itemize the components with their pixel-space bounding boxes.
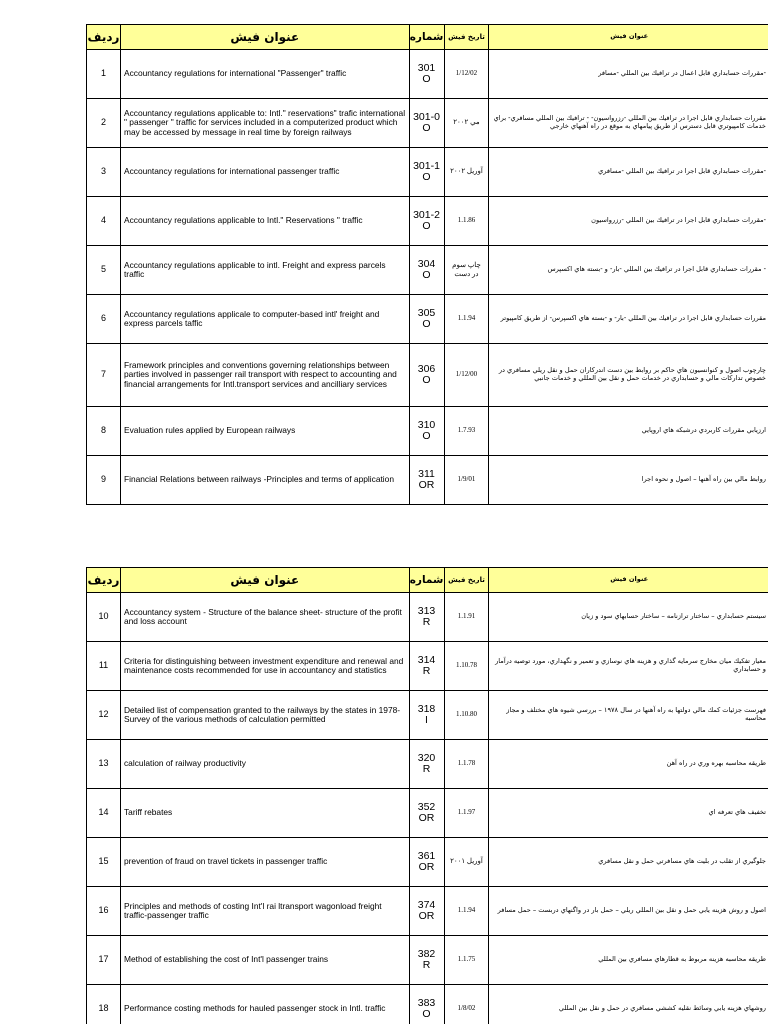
title-en-cell [120,295,409,344]
fish-number-cell-text: 311 OR [418,468,435,491]
row-number [87,246,121,295]
title-en-cell-text: Detailed list of compensation granted to the railways by the states in 1978- Survey of the various methods of calculation permitted [123,704,401,724]
fish-date-cell [444,407,489,456]
sheet-page-1 [80,0,768,512]
title-en-cell [120,642,409,691]
fish-date-cell-text: 1/12/00 [455,370,478,379]
row-number [87,148,121,197]
row-number-text: 16 [98,905,109,916]
header-date: تاریخ فیش [444,25,489,50]
title-en-cell-text: Framework principles and conventions governing relationships between parties involved in passenger rail transport with respect to accounting and financial arrangements for Intl.transport services and ancilliary services [123,359,397,389]
fish-number-cell [409,887,444,936]
fish-date-cell-text: آوريل ٢٠٠١ [450,857,483,866]
title-fa-cell [489,985,768,1024]
fish-number-cell-text: 314 R [417,654,436,677]
fish-date-cell-text: 1.1.97 [457,808,476,817]
fish-date-cell [444,197,489,246]
fish-number-cell-text: 305 O [417,307,436,330]
title-fa-cell-text: اصول و روش هزينه يابي حمل و نقل بين المللي ريلي – حمل بار در واگنهاي دربست – حمل مسافر [497,906,766,915]
table-header-row [87,25,768,50]
row-number [87,50,121,99]
fish-number-cell-text: 383 O [417,997,436,1020]
title-fa-cell [489,936,768,985]
sheet-page-2 [80,540,768,1024]
header-radif: ردیف [87,568,121,593]
title-en-cell-text: Method of establishing the cost of Int'l passenger trains [123,954,329,965]
title-en-cell [120,50,409,99]
title-fa-cell-text: فهرست جزئيات كمك مالي دولتها به راه آهنها در سال ١٩٧٨ – بررسي شيوه هاي مختلف و مجاز محاسبه [506,706,766,722]
title-fa-cell [489,838,768,887]
fish-date-cell [444,50,489,99]
fish-number-cell [409,295,444,344]
fish-number-cell [409,148,444,197]
fish-number-cell [409,197,444,246]
fish-date-cell-text: 1.1.94 [457,906,476,915]
title-fa-cell [489,197,768,246]
row-number [87,985,121,1024]
fish-number-cell-text: 301-2 O [413,209,440,232]
row-number-text: 1 [100,68,106,79]
title-fa-cell-text: تخفيف هاي تعرفه اي [708,808,766,817]
fish-number-cell-text: 301-0 O [413,111,440,134]
row-number [87,295,121,344]
row-number [87,407,121,456]
fish-date-cell [444,344,489,407]
fish-number-cell [409,691,444,740]
title-fa-cell [489,246,768,295]
row-number [87,887,121,936]
fish-date-cell-text: 1.1.91 [457,612,476,621]
table-row [87,456,768,505]
title-en-cell-text: Financial Relations between railways -Principles and terms of application [123,474,394,485]
fish-number-cell [409,789,444,838]
title-fa-cell [489,593,768,642]
fish-date-cell [444,593,489,642]
fish-number-cell [409,838,444,887]
title-en-cell-text: prevention of fraud on travel tickets in passenger traffic [123,856,328,867]
title-fa-cell-text: طريقه محاسبه بهره وري در راه آهن [666,759,766,768]
fish-date-cell [444,246,489,295]
fish-date-cell-text: مي ٢٠٠٢ [453,118,480,127]
row-number [87,691,121,740]
title-fa-cell [489,407,768,456]
row-number-text: 18 [98,1003,109,1014]
fish-date-cell-text: 1.1.78 [457,759,476,768]
row-number [87,197,121,246]
title-fa-cell-text: ارزيابي مقررات كاربردي درشبكه هاي اروپايي [641,426,766,435]
fish-table-2 [86,567,768,1024]
title-fa-cell-text: سيستم حسابداري – ساختار ترازنامه – ساختار حسابهاي سود و زيان [581,612,766,621]
row-number-text: 14 [98,807,109,818]
title-fa-cell [489,642,768,691]
table-row [87,642,768,691]
fish-number-cell [409,985,444,1024]
title-fa-cell-text: مقررات حسابداري قابل اجرا در ترافيك بين المللي -رزرواسيون- - ترافيك بين المللي مسافري- براي خدمات كامپيوتري قابل دسترس از طريق پيامهاي به موقع در راه آهنهاي خارجي [493,114,766,130]
title-en-cell [120,148,409,197]
row-number-text: 7 [100,369,106,380]
title-en-cell [120,407,409,456]
row-number-text: 4 [100,215,106,226]
title-en-cell-text: Accountancy regulations applicable to: Intl." reservations" trafic international " passenger " traffic for services included in a computerized product which may be accessed by message in real time by foreign railways [123,107,406,137]
fish-number-cell-text: 382 R [417,948,436,971]
table-row [87,985,768,1024]
table-body [87,593,768,1024]
title-en-cell-text: Performance costing methods for hauled passenger stock in Intl. traffic [123,1003,386,1014]
fish-number-cell [409,344,444,407]
fish-number-cell [409,456,444,505]
fish-date-cell-text: 1.1.86 [457,216,476,225]
table-row [87,789,768,838]
table-row [87,407,768,456]
row-number-text: 6 [100,313,106,324]
row-number-text: 9 [100,474,106,485]
fish-number-cell-text: 304 O [417,258,436,281]
fish-date-cell [444,936,489,985]
row-number [87,456,121,505]
fish-date-cell-text: 1.10.80 [455,710,477,719]
row-number [87,642,121,691]
table-row [87,887,768,936]
title-fa-cell [489,295,768,344]
table-row [87,148,768,197]
title-en-cell-text: Accountancy system - Structure of the balance sheet- structure of the profit and loss account [123,606,402,626]
fish-number-cell [409,936,444,985]
fish-date-cell [444,740,489,789]
table-row [87,838,768,887]
table-body [87,50,768,505]
fish-number-cell-text: 301-1 O [413,160,440,183]
title-en-cell [120,99,409,148]
table-row [87,691,768,740]
title-fa-cell-text: مقررات حسابداري قابل اجرا در ترافيك بين المللي -بار- و -بسته هاي اكسپرس- از طريق كامپيوتر [500,314,766,323]
fish-number-cell [409,246,444,295]
header-number: شماره [409,25,444,50]
fish-date-cell-text: چاپ سوم در دست [452,260,481,278]
row-number-text: 2 [100,117,106,128]
title-fa-cell [489,344,768,407]
row-number-text: 13 [98,758,109,769]
fish-number-cell-text: 352 OR [417,801,436,824]
fish-number-cell-text: 310 O [417,419,436,442]
fish-number-cell-text: 320 R [417,752,436,775]
fish-date-cell-text: 1.10.78 [455,661,477,670]
fish-number-cell-text: 361 OR [417,850,436,873]
title-fa-cell-text: طريقه محاسبه هزينه مربوط به قطارهاي مسافري بين المللي [598,955,766,964]
title-en-cell [120,789,409,838]
title-fa-cell-text: -مقررات حسابداري قابل اجرا در ترافيك بين المللي -رزرواسيون [591,216,766,225]
title-en-cell-text: Accountancy regulations applicable to Intl." Reservations " traffic [123,215,363,226]
title-fa-cell-text: - مقررات حسابداري قابل اجرا در ترافيك بين المللي -بار- و -بسته هاي اكسپرس [547,265,766,274]
row-number-text: 5 [100,264,106,275]
fish-number-cell [409,642,444,691]
fish-number-cell-text: 318 I [417,703,436,726]
title-en-cell-text: Accountancy regulations applicale to computer-based intl' freight and express parcels taffic [123,308,380,328]
fish-date-cell-text: 1/12/02 [455,69,478,78]
title-en-cell [120,344,409,407]
header-date: تاریخ فیش [444,568,489,593]
row-number-text: 17 [98,954,109,965]
row-number [87,936,121,985]
fish-date-cell [444,295,489,344]
title-en-cell [120,936,409,985]
row-number [87,344,121,407]
title-fa-cell-text: معيار تفكيك ميان مخارج سرمايه گذاري و هزينه هاي نوسازي و تعمير و نگهداري، مورد توصيه درآمار و حسابداري [495,657,766,673]
title-en-cell [120,740,409,789]
fish-table-1 [86,24,768,505]
fish-date-cell-text: 1/8/02 [457,1004,476,1013]
row-number-text: 10 [98,611,109,622]
fish-date-cell-text: آوريل ٢٠٠٢ [450,167,483,176]
title-fa-cell-text: جلوگيري از تقلب در بليت هاي مسافرتي حمل و نقل مسافري [598,857,766,866]
row-number [87,838,121,887]
title-en-cell-text: Principles and methods of costing Int'l rai ltransport wagonload freight traffic-passenger traffic [123,900,382,920]
fish-date-cell [444,887,489,936]
table-header-row [87,568,768,593]
fish-date-cell [444,456,489,505]
header-title-fa: عنوان فیش [489,568,768,593]
fish-date-cell-text: 1.7.93 [457,426,476,435]
title-en-cell [120,691,409,740]
title-en-cell-text: Evaluation rules applied by European railways [123,425,296,436]
row-number-text: 3 [100,166,106,177]
header-title-en: عنوان فیش [120,25,409,50]
title-en-cell [120,246,409,295]
title-fa-cell-text: روابط مالي بين راه آهنها – اصول و نحوه اجرا [641,475,766,484]
row-number [87,789,121,838]
title-en-cell-text: calculation of railway productivity [123,758,246,769]
title-fa-cell-text: -مقررات حسابداري قابل اعمال در ترافيك بين المللي -مسافر [598,69,766,78]
table-row [87,295,768,344]
header-title-en: عنوان فیش [120,568,409,593]
table-row [87,740,768,789]
fish-number-cell [409,740,444,789]
row-number [87,593,121,642]
fish-date-cell [444,148,489,197]
title-fa-cell-text: چارچوب اصول و كنوانسيون هاي حاكم بر روابط بين دست اندركاران حمل و نقل ريلي مسافري در خصوص تداركات مالي و حسابداري در خدمات حمل و نقل بين المللي و خدمات جانبي [498,366,766,382]
title-en-cell-text: Accountancy regulations for international passenger traffic [123,166,340,177]
fish-number-cell-text: 374 OR [417,899,436,922]
fish-date-cell-text: 1.1.75 [457,955,476,964]
fish-number-cell-text: 301 O [417,62,436,85]
title-fa-cell [489,50,768,99]
title-fa-cell [489,99,768,148]
title-en-cell-text: Accountancy regulations applicable to intl. Freight and express parcels traffic [123,259,386,279]
row-number-text: 15 [98,856,109,867]
title-fa-cell [489,740,768,789]
title-en-cell [120,838,409,887]
row-number-text: 8 [100,425,106,436]
title-en-cell [120,887,409,936]
title-en-cell [120,593,409,642]
fish-number-cell-text: 313 R [417,605,436,628]
title-fa-cell-text: -مقررات حسابداري قابل اجرا در ترافيك بين المللي -مسافري [598,167,766,176]
title-fa-cell [489,789,768,838]
fish-date-cell [444,789,489,838]
table-row [87,246,768,295]
title-fa-cell [489,887,768,936]
table-row [87,936,768,985]
fish-date-cell [444,99,489,148]
table-row [87,99,768,148]
fish-number-cell [409,99,444,148]
table-row [87,344,768,407]
title-fa-cell [489,456,768,505]
title-en-cell [120,197,409,246]
title-fa-cell-text: روشهاي هزينه يابي وسائط نقليه كششي مسافري در حمل و نقل بين المللي [558,1004,766,1013]
row-number [87,99,121,148]
fish-number-cell [409,407,444,456]
fish-date-cell [444,985,489,1024]
header-number: شماره [409,568,444,593]
header-radif: ردیف [87,25,121,50]
title-en-cell [120,456,409,505]
row-number-text: 11 [98,660,109,671]
header-title-fa: عنوان فیش [489,25,768,50]
fish-date-cell-text: 1/9/01 [457,475,476,484]
title-fa-cell [489,148,768,197]
fish-number-cell [409,50,444,99]
fish-date-cell [444,838,489,887]
row-number [87,740,121,789]
title-en-cell-text: Tariff rebates [123,807,173,818]
title-en-cell [120,985,409,1024]
fish-date-cell-text: 1.1.94 [457,314,476,323]
fish-number-cell [409,593,444,642]
table-row [87,50,768,99]
title-en-cell-text: Accountancy regulations for international "Passenger" traffic [123,68,347,79]
row-number-text: 12 [98,709,109,720]
fish-date-cell [444,642,489,691]
fish-number-cell-text: 306 O [417,363,436,386]
table-row [87,197,768,246]
fish-date-cell [444,691,489,740]
title-en-cell-text: Criteria for distinguishing between investment expenditure and renewal and maintenance costs recommended for use in accountancy and statistics [123,655,404,675]
table-row [87,593,768,642]
title-fa-cell [489,691,768,740]
